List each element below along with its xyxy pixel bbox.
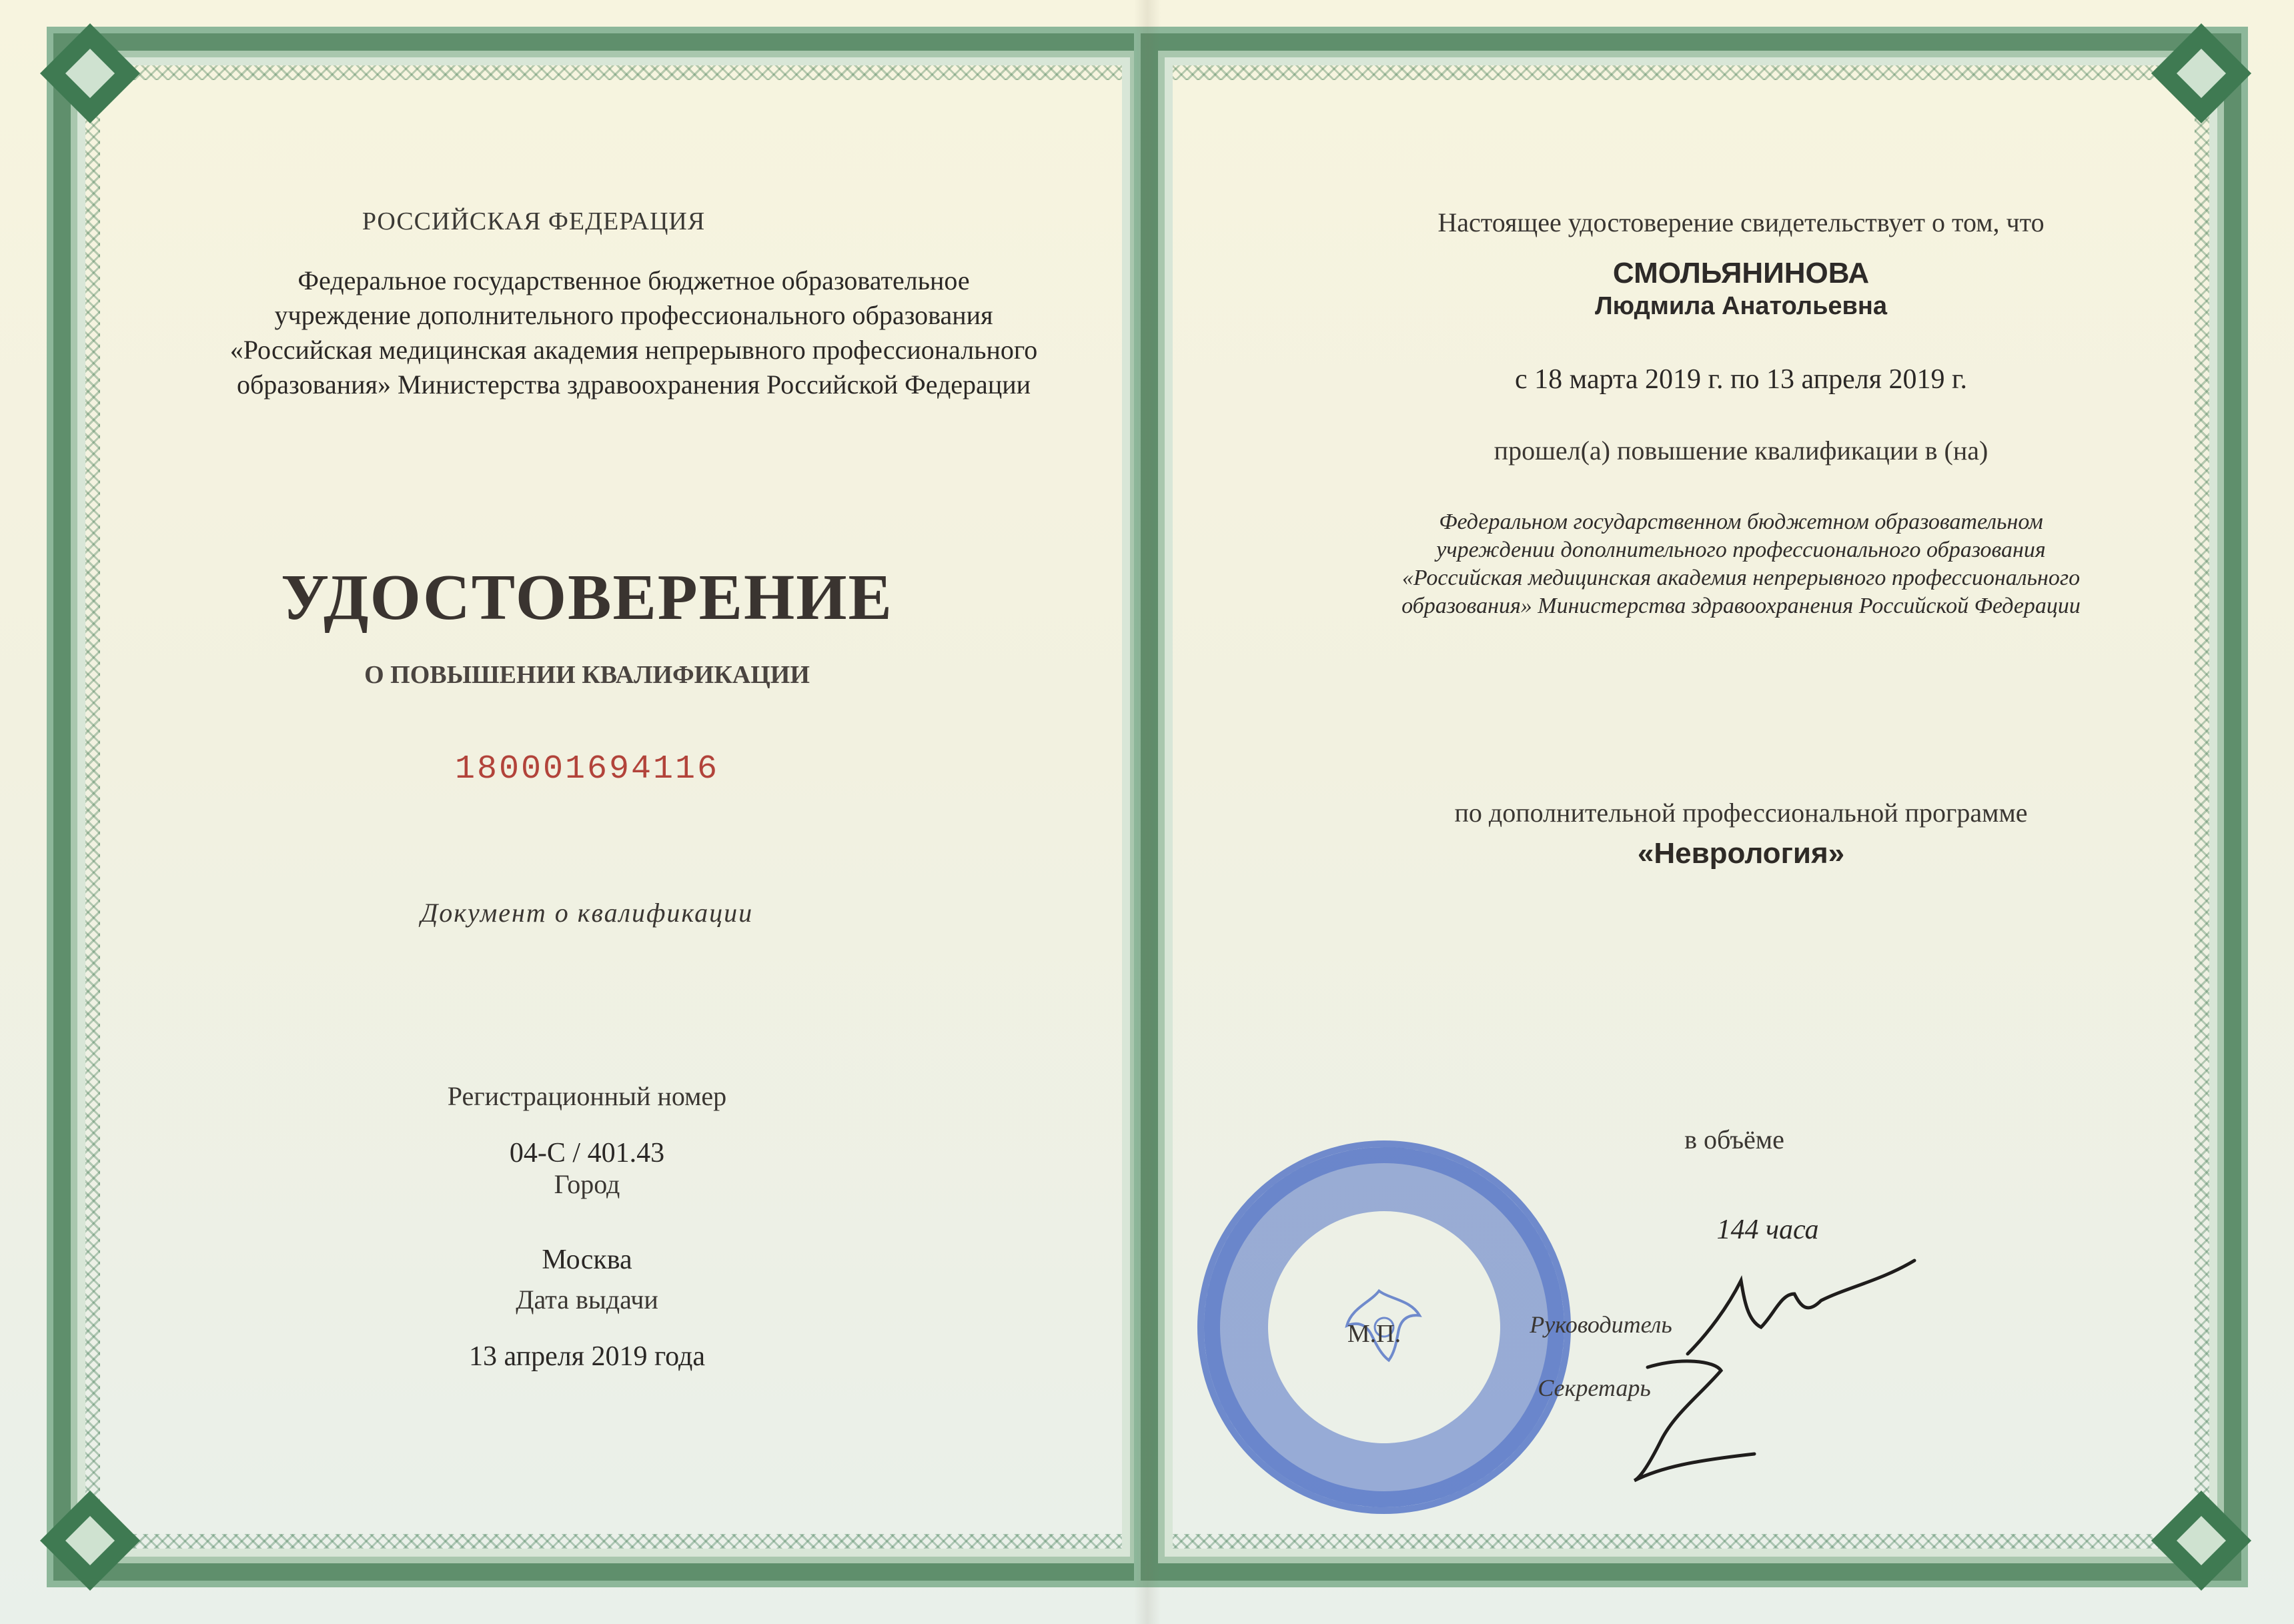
- issuer-org-line-3: «Российская медицинская академия непрерывного профессионального: [229, 335, 1038, 365]
- certifies-statement: Настоящее удостоверение свидетельствует о том, что: [1438, 207, 2045, 237]
- stamp-place-label: М.П.: [1347, 1320, 1401, 1348]
- issue-date-label: Дата выдачи: [516, 1285, 658, 1315]
- center-fold: [1134, 0, 1161, 1624]
- provider-org-line-3: «Российская медицинская академия непрерывного профессионального: [1401, 566, 2081, 590]
- head-label: Руководитель: [1530, 1311, 1672, 1338]
- city-value: Москва: [542, 1245, 632, 1275]
- document-title: УДОСТОВЕРЕНИЕ: [281, 562, 893, 634]
- provider-org-line-2: учреждении дополнительного профессионального образования: [1436, 538, 2046, 562]
- program-name: «Неврология»: [1637, 837, 1845, 870]
- city-label: Город: [554, 1169, 620, 1199]
- country-heading: РОССИЙСКАЯ ФЕДЕРАЦИЯ: [362, 207, 706, 235]
- registration-label: Регистрационный номер: [447, 1081, 727, 1111]
- serial-number: 180001694116: [454, 750, 720, 788]
- issuer-org-line-1: Федеральное государственное бюджетное образовательное: [298, 265, 970, 295]
- secretary-signature: [1621, 1354, 1768, 1487]
- holder-surname: СМОЛЬЯНИНОВА: [1612, 257, 1870, 289]
- passed-statement: прошел(а) повышение квалификации в (на): [1494, 436, 1988, 466]
- document-subtitle: О ПОВЫШЕНИИ КВАЛИФИКАЦИИ: [364, 661, 810, 689]
- registration-number: 04-С / 401.43: [509, 1138, 665, 1168]
- secretary-label: Секретарь: [1538, 1375, 1651, 1401]
- document-type: Документ о квалификации: [420, 898, 754, 928]
- volume-label: в объёме: [1684, 1124, 1784, 1154]
- issue-date: 13 апреля 2019 года: [469, 1341, 705, 1372]
- head-signature: [1681, 1254, 1921, 1367]
- provider-org-line-1: Федеральном государственном бюджетном образовательном: [1439, 510, 2043, 534]
- issuer-org-line-4: образования» Министерства здравоохранения Российской Федерации: [236, 369, 1031, 399]
- holder-given-names: Людмила Анатольевна: [1594, 292, 1888, 320]
- study-period: с 18 марта 2019 г. по 13 апреля 2019 г.: [1515, 364, 1967, 395]
- program-label: по дополнительной профессиональной программе: [1454, 798, 2028, 828]
- provider-org-line-4: образования» Министерства здравоохранения Российской Федерации: [1401, 594, 2081, 618]
- hours-value: 144 часа: [1716, 1214, 1819, 1245]
- issuer-org-line-2: учреждение дополнительного профессионального образования: [274, 300, 993, 330]
